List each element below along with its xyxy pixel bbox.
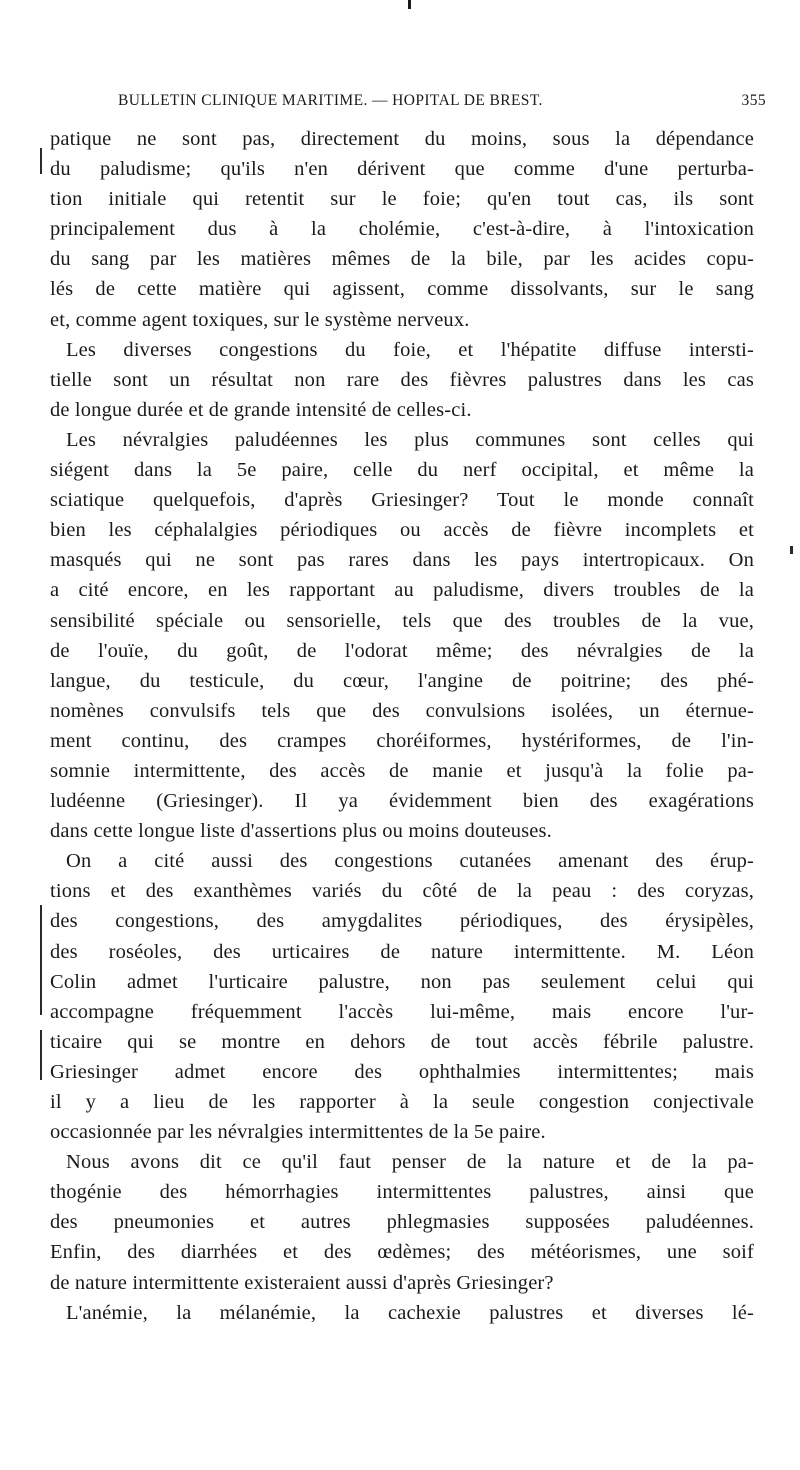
text-line: des roséoles, des urticaires de nature intermittente. M. Léon	[50, 940, 754, 963]
text-line: patique ne sont pas, directement du moins, sous la dépendance	[50, 128, 754, 150]
text-line: des pneumonies et autres phlegmasies supposées paludéennes.	[50, 1211, 754, 1234]
text-line: bien les céphalalgies périodiques ou accès de fièvre incomplets et	[50, 519, 754, 542]
text-line: Enfin, des diarrhées et des œdèmes; des météorismes, une soif	[50, 1241, 754, 1264]
body-text	[50, 124, 754, 1328]
text-line: et, comme agent toxiques, sur le système nerveux.	[50, 308, 470, 331]
text-line: de l'ouïe, du goût, de l'odorat même; des névralgies de la	[50, 639, 754, 662]
text-line: a cité encore, en les rapportant au paludisme, divers troubles de la	[50, 579, 754, 602]
text-line: du sang par les matières mêmes de la bile, par les acides copu-	[50, 248, 754, 271]
text-line: tielle sont un résultat non rare des fièvres palustres dans les cas	[50, 368, 754, 391]
text-line: du paludisme; qu'ils n'en dérivent que comme d'une perturba-	[50, 158, 754, 181]
text-line: il y a lieu de les rapporter à la seule congestion conjectivale	[50, 1091, 754, 1113]
running-title: BULLETIN CLINIQUE MARITIME. — HOPITAL DE BREST.	[118, 92, 543, 109]
text-line: Colin admet l'urticaire palustre, non pas seulement celui qui	[50, 970, 754, 993]
paragraph-start-line: L'anémie, la mélanémie, la cachexie palustres et diverses lé-	[66, 1301, 754, 1324]
text-line: siégent dans la 5e paire, celle du nerf occipital, et même la	[50, 459, 754, 482]
text-line: sensibilité spéciale ou sensorielle, tels que des troubles de la vue,	[50, 609, 754, 632]
text-line: tions et des exanthèmes variés du côté de la peau : des coryzas,	[50, 880, 754, 903]
margin-mark	[790, 546, 793, 554]
paragraph-start-line: Les diverses congestions du foie, et l'hépatite diffuse intersti-	[66, 338, 754, 361]
text-line: des congestions, des amygdalites périodiques, des érysipèles,	[50, 910, 754, 933]
text-line: dans cette longue liste d'assertions plus ou moins douteuses.	[50, 820, 552, 843]
text-line: Griesinger admet encore des ophthalmies intermittentes; mais	[50, 1060, 754, 1083]
text-line: de longue durée et de grande intensité de celles-ci.	[50, 398, 472, 421]
paragraph-start-line: Nous avons dit ce qu'il faut penser de la nature et de la pa-	[66, 1151, 754, 1174]
text-line: tion initiale qui retentit sur le foie; qu'en tout cas, ils sont	[50, 188, 754, 211]
paragraph-start-line: Les névralgies paludéennes les plus communes sont celles qui	[66, 428, 754, 451]
text-line: masqués qui ne sont pas rares dans les pays intertropicaux. On	[50, 549, 754, 572]
paragraph-start-line: On a cité aussi des congestions cutanées amenant des érup-	[66, 850, 754, 873]
text-line: thogénie des hémorrhagies intermittentes palustres, ainsi que	[50, 1181, 754, 1204]
page-number: 355	[741, 92, 766, 109]
scan-mark	[408, 0, 411, 9]
text-line: nomènes convulsifs tels que des convulsions isolées, un éternue-	[50, 699, 754, 722]
text-line: principalement dus à la cholémie, c'est-à-dire, à l'intoxication	[50, 218, 754, 241]
text-line: somnie intermittente, des accès de manie et jusqu'à la folie pa-	[50, 759, 754, 782]
text-line: accompagne fréquemment l'accès lui-même, mais encore l'ur-	[50, 1000, 754, 1023]
text-line: ludéenne (Griesinger). Il ya évidemment bien des exagérations	[50, 790, 754, 813]
text-line: de nature intermittente existeraient aussi d'après Griesinger?	[50, 1271, 554, 1294]
text-line: langue, du testicule, du cœur, l'angine de poitrine; des phé-	[50, 669, 754, 692]
text-line: sciatique quelquefois, d'après Griesinger? Tout le monde connaît	[50, 489, 754, 512]
text-line: ticaire qui se montre en dehors de tout accès fébrile palustre.	[50, 1030, 754, 1053]
text-line: ment continu, des crampes choréiformes, hystériformes, de l'in-	[50, 729, 754, 752]
running-header	[118, 88, 766, 114]
margin-mark	[40, 905, 42, 1015]
margin-mark	[40, 148, 42, 174]
margin-mark	[40, 1030, 42, 1080]
text-line: occasionnée par les névralgies intermittentes de la 5e paire.	[50, 1121, 546, 1144]
text-line: lés de cette matière qui agissent, comme dissolvants, sur le sang	[50, 278, 754, 301]
